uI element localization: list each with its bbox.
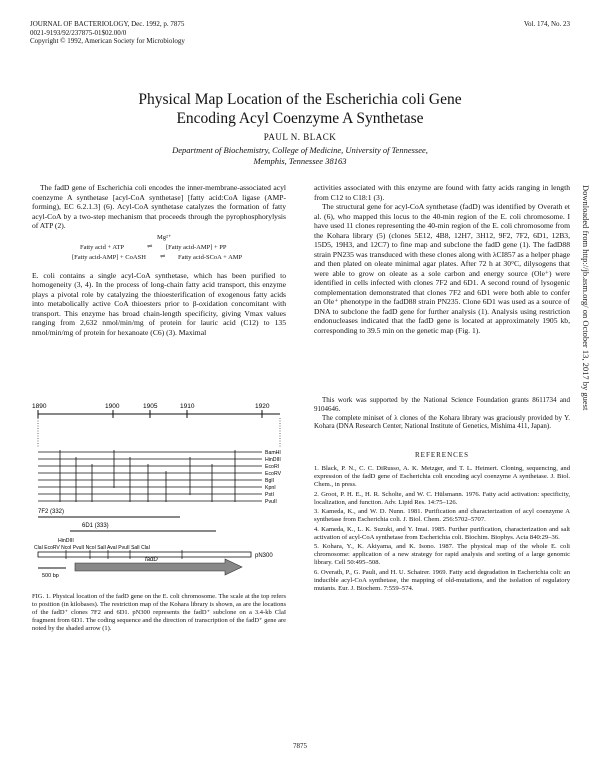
tick-label-1890: 1890 [32,403,47,410]
enzyme-label: EcoRV [265,471,282,477]
reference-item: 4. Kameda, K., L. K. Suzuki, and Y. Imai. 1985. Further purification, characterization and salt activation of acyl-CoA synthetase from Escherichia coli. Biochim. Biophys. Acta 840:29–36. [314,525,570,541]
tick-label-1905: 1905 [143,403,158,410]
acknowledgments [314,396,570,431]
figure-caption: FIG. 1. Physical location of the fadD gene on the E. coli chromosome. The scale at the top refers to position (in kilobases). The restriction map of the Kohara library is shown, as are the locations of the fadD⁺ clones 7F2 and 6D1. pN300 represents the fadD⁺ subclone on a 3.4-kb ClaI fragment from 6D1. The coding sequence and the direction of transcription of the fadD⁺ gene are noted by the shaded arrow (1). [32,593,286,632]
fadd-gene-arrow [75,559,242,575]
enzyme-label: EcoRI [265,464,280,470]
download-side-note: Downloaded from http://jb.asm.org/ on October 13, 2017 by guest [581,185,591,411]
gene-label: fadD [145,557,158,563]
affiliation-line-1: Department of Biochemistry, College of Medicine, University of Tennessee, [172,145,428,155]
subclone-site-labels: ClaI EcoRV NcoI PvuII NcoI SalI AvaI PvuII SalI ClaI [34,545,150,551]
running-header [30,20,330,46]
reference-item: 3. Kameda, K., and W. D. Nunn. 1981. Purification and characterization of acyl coenzyme A synthetase from Escherichia coli. J. Biol. Chem. 256:5702–5707. [314,508,570,523]
equation-1-right: [Fatty acid-AMP] + PP [166,243,227,251]
reference-item: 6. Overath, P., G. Pauli, and H. U. Schairer. 1969. Fatty acid degradation in Escherichia coli: an inducible acyl-CoA synthetase, the mapping of old-mutations, and the isolation of regulatory mutants. Eur. J. Biochem. 7:559–574. [314,568,570,592]
reference-item: 5. Kohara, Y., K. Akiyama, and K. Isono. 1987. The physical map of the whole E. coli chromosome: application of a new strategy for rapid analysis and sorting of a large genomic library. Cell 50:495–508. [314,543,570,566]
physical-map-figure [30,400,292,585]
enzyme-label: KpnI [265,485,276,491]
enzyme-label: BglI [265,478,274,484]
page-number: 7875 [293,742,307,750]
right-paragraph-2: The structural gene for acyl-CoA synthetase (fadD) was identified by Overath et al. (6), who mapped this locus to the 40-min region of the E. coli chromosome. I have used 11 clones representing the 40-min region of the E. coli chromosome from the Kohara library (5) (clones 5E12, 4B8, 12H7, 3H12, 9F2, 7F2, 6D1, 12B3, 15D5, 19H3, and 12C7) to fine map and subclone the fadD gene (1). The fadD88 strain PN235 was transduced with these clones along with λCI857 as a helper phage and then plated on oleate minimal agar plates. After 72 h at 30°C, dilysogens that were able to grow on oleate as a sole carbon and energy source (Ole⁺) were identified in cells infected with clones 7F2 and 6D1. A second round of lysogenic complementation demonstrated that clones 7F2 and 6D1 were both able to confer an Ole⁺ phenotype in the fadD88 strain PN235. Clone 6D1 was used as a source of DNA to subclone the fadD gene for further analysis (1). Analysis using restriction endonucleases indicated that the fadD gene is located at approximately 1905 kb, corresponding to 39.5 min on the genetic map (Fig. 1). [314,202,570,335]
article-title [0,90,600,128]
volume-line: Vol. 174, No. 23 [523,20,570,28]
equation-block [32,234,286,268]
tick-label-1920: 1920 [255,403,270,410]
tick-label-1900: 1900 [105,403,120,410]
left-paragraph-2: E. coli contains a single acyl-CoA synthetase, which has been purified to homogeneity (3, 4). In the process of long-chain fatty acid transport, this enzyme plays a pivotal role by catalyzing the thioesterification of exogenous fatty acids into metabolically active CoA thioesters prior to β-oxidation concomitant with transport. This enzyme has broad chain-length specificity, giving Vmax values ranging from 2,632 nmol/min/mg of protein for lauric acid (C12) to 135 nmol/min/mg of protein for hexanoate (C6) (3). Maximal [32,270,286,337]
enzyme-label: PstI [265,492,274,498]
ack-clones: The complete miniset of λ clones of the Kohara library was graciously provided by Y. Kohara (DNA Research Center, National Institute of Genetics, Mishima 411, Japan). [314,413,570,431]
plasmid-label: pN300 [255,553,273,559]
equation-2-left: [Fatty acid-AMP] + CoASH [72,253,146,261]
journal-line: JOURNAL OF BACTERIOLOGY, Dec. 1992, p. 7875 [30,20,185,28]
affiliation-line-2: Memphis, Tennessee 38163 [253,155,347,166]
left-paragraph-1: The fadD gene of Escherichia coli encodes the inner-membrane-associated acyl coenzyme A synthetase [acyl-CoA synthetase] [fatty acid:CoA ligase (AMP-forming), EC 6.2.1.3] (6). Acyl-CoA synthetase catalyzes the formation of fatty acyl-CoA by a two-step mechanism that proceeds through the pyrophosphorylysis of ATP (2). [32,183,286,230]
ack-funding: This work was supported by the National Science Foundation grants 8611734 and 9104646. [314,396,570,413]
left-column [32,183,286,337]
title-line-2: Encoding Acyl Coenzyme A Synthetase [176,110,424,127]
enzyme-label: HinDIII [265,457,281,463]
author: PAUL N. BLACK [263,132,337,142]
tick-label-1910: 1910 [180,403,195,410]
equation-arrow-1: ⇌ [147,242,153,250]
reference-list [314,465,570,594]
clone-7f2-label: 7F2 (332) [38,509,65,515]
enzyme-label: PvuII [265,499,277,505]
equation-2-right: Fatty acid-SCoA + AMP [178,253,243,261]
clone-6d1-label: 6D1 (333) [82,523,109,529]
scalebar-label: 500 bp [42,573,59,579]
references-heading: REFERENCES [415,451,469,459]
hindiii-site-label: HinDIII [58,538,74,544]
right-paragraph-1: activities associated with this enzyme are found with fatty acids ranging in length from C12 to C18:1 (3). [314,183,570,202]
enzyme-label: BamHI [265,450,281,456]
equation-arrow-2: ⇌ [160,252,166,260]
reference-item: 2. Groot, P. H. E., H. R. Scholte, and W. C. Hülsmann. 1976. Fatty acid activation: specificity, localization, and function. Adv. Lipid Res. 14:75–126. [314,490,570,506]
issn-line: 0021-9193/92/237875-01$02.00/0 [30,28,127,37]
equation-mg: Mg²⁺ [157,233,172,241]
affiliation [0,145,600,166]
right-column [314,183,570,335]
copyright-line: Copyright © 1992, American Society for Microbiology [30,37,185,45]
title-line-1: Physical Map Location of the Escherichia coli Gene [138,91,462,108]
equation-1-left: Fatty acid + ATP [80,243,124,251]
reference-item: 1. Black, P. N., C. C. DiRusso, A. K. Metzger, and T. L. Heimert. Cloning, sequencing, and expression of the fadD gene of Escherichia coli encoding acyl coenzyme A synthetase. J. Biol. Chem., in press. [314,465,570,488]
